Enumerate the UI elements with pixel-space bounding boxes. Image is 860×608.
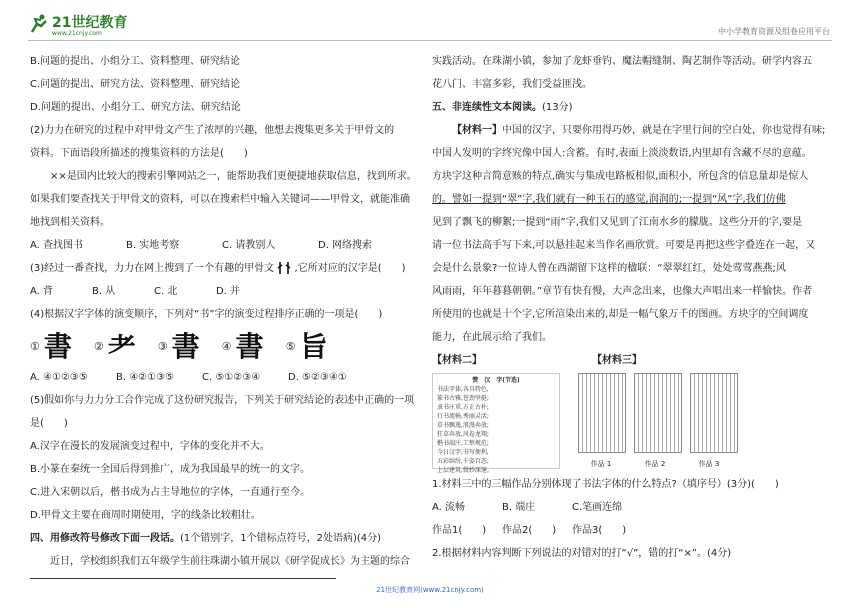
r-q1-option-a: A. 流畅 — [432, 502, 466, 513]
section-4-paragraph: 近日，学校组织我们五年级学生前往珠湖小镇开展以《研学促成长》为主题的综合 — [50, 556, 410, 567]
material-1-label: 【材料一】 — [452, 125, 502, 136]
materials-figures — [432, 373, 824, 473]
q3-option-b: B. 从 — [92, 286, 116, 297]
material-3-works — [578, 373, 746, 473]
q5-option-c: C.进入宋朝以后，楷书成为占主导地位的字体，一直通行至今。 — [30, 487, 311, 498]
section-5-score: (13分) — [542, 102, 573, 113]
q3-text-after: ,它所对应的汉字是( ) — [294, 263, 406, 274]
q3-option-d: D. 并 — [216, 286, 241, 297]
shu-glyph-4: 書 — [235, 329, 264, 363]
shu-glyph-2: 耂 — [107, 329, 136, 363]
material-1-line6: 请一位书法高手写下来,可以悬挂起来当作名画欣赏。可要是再把这些字叠连在一起，又 — [432, 240, 816, 251]
shu-num-4: ④ — [221, 339, 232, 353]
calligraphy-work-1-image — [578, 373, 626, 453]
logo-sub: www.21cnjy.com — [52, 30, 102, 37]
q3-option-a: A. 背 — [30, 286, 54, 297]
answer-work-3: 作品3( ) — [572, 525, 627, 536]
poem-title: 赞 汉 字(节选) — [472, 377, 520, 384]
q4-option-a: A. ④①②③⑤ — [30, 372, 88, 383]
question-1: 1.材料三中的三幅作品分别体现了书法字体的什么特点?（填序号）(3分)( ) — [432, 479, 779, 490]
section-5-title: 五、非连续性文本阅读。 — [432, 102, 542, 113]
material-1-line4: 的。譬如一提到“翠”字,我们就有一种玉石的感觉,润润的;一提到“风”字,我们仿佛 — [432, 194, 786, 205]
material-labels — [432, 349, 824, 371]
poem-line: 狂草奔放,风卷龙翔; — [437, 431, 489, 438]
section-4-title: 四、用修改符号修改下面一段话。 — [30, 533, 180, 544]
question-5-line1: (5)假如你与力力分工合作完成了这份研究报告，下列关于研究结论的表述中正确的一项 — [30, 395, 415, 406]
material-1-text1: 中国的汉字，只要你用得巧妙，就是在字里行间的空白处，你也觉得有味; — [502, 125, 826, 136]
q2-option-d: D. 网络搜索 — [318, 240, 373, 251]
question-4: (4)根据汉字字体的演变顺序，下列对“书”字的演变过程排序正确的一项是( ) — [30, 309, 383, 320]
poem-line: 书法字体,各具特色, — [437, 386, 489, 393]
footer-text: 21世纪教育网(www.21cnjy.com) — [376, 586, 484, 594]
q4-option-c: C. ⑤①②③④ — [202, 372, 261, 383]
answer-work-2: 作品2( ) — [502, 525, 557, 536]
runner-icon — [28, 14, 50, 34]
shu-evolution-row — [30, 326, 414, 366]
question-1-answers — [432, 519, 824, 542]
r-q1-option-b: B. 端庄 — [502, 502, 536, 513]
poem-line: 篆书古雅,苍劲坚挺; — [437, 395, 489, 402]
footer-divider — [30, 578, 336, 579]
work-caption-2: 作品 2 — [644, 460, 666, 468]
material-2-poem — [432, 373, 560, 474]
material-2-label: 【材料二】 — [432, 355, 482, 366]
q3-option-c: C. 北 — [154, 286, 178, 297]
shu-num-2: ② — [93, 339, 104, 353]
shu-glyph-5: 旨 — [299, 329, 328, 363]
poem-line: 行书流畅,秀丽灵活; — [437, 413, 489, 420]
logo-main: 21世纪教育 — [52, 15, 128, 31]
work-caption-1: 作品 1 — [590, 460, 612, 468]
option-c-line: C.问题的提出、研究方法、资料整理、研究结论 — [30, 79, 241, 90]
material-3-label: 【材料三】 — [592, 355, 642, 366]
option-d-line: D.问题的提出、小组分工、研究方法、研究结论 — [30, 102, 241, 113]
shu-item-2 — [93, 329, 136, 363]
left-column — [30, 50, 417, 573]
q2-option-b: B. 实地考察 — [126, 240, 180, 251]
oracle-bone-glyph-icon — [277, 261, 291, 275]
question-1-options — [432, 496, 824, 519]
works-row — [578, 373, 746, 453]
question-2-line1: (2)力力在研究的过程中对甲骨文产生了浓厚的兴趣，他想去搜集更多关于甲骨文的 — [30, 125, 395, 136]
question-3-options — [30, 280, 414, 303]
material-1-line8: 风雨雨，年年暮暮朝朝。”章节有快有慢，大声念出来，也像大声唱出来一样愉快。作者 — [432, 286, 813, 297]
poem-line: 上层建筑,微妙深邃。 — [437, 467, 493, 474]
passage-line2: 如果我们要查找关于甲骨文的资料，可以在搜索栏中输入关键词——甲骨文，就能准确 — [30, 194, 410, 205]
poem-line: 楷书端庄,工整规范; — [437, 440, 489, 447]
material-1-line1 — [432, 119, 824, 142]
material-1-line9: 所使用的也就是十个字,它所渲染出来的,却是一幅气象万千的图画。方块字的空间调度 — [432, 309, 809, 320]
header-divider — [28, 40, 832, 41]
poem-line: 今日汉字,书写便利, — [437, 449, 489, 456]
r-q1-option-c: C.笔画连绵 — [572, 502, 623, 513]
right-column — [432, 50, 824, 565]
q3-text-before: (3)经过一番查找，力力在网上搜到了一个有趣的甲骨文 — [30, 263, 275, 274]
material-1-line10: 能力，在此展示给了我们。 — [432, 332, 552, 343]
option-b-line: B.问题的提出、小组分工、资料整理、研究结论 — [30, 56, 241, 67]
shu-item-4 — [221, 329, 264, 363]
section-4-heading — [30, 527, 414, 550]
material-1-line2: 中国人发明的字终究像中国人:含蓄。有时,表面上淡淡数语,内里却有含藏不尽的意蕴。 — [432, 148, 812, 159]
question-2-options — [30, 234, 414, 257]
work-caption-3: 作品 3 — [698, 460, 720, 468]
material-1-line3: 方块字这种言简意赅的特点,确实与集成电路板相似,面积小，所包含的信息量却是惊人 — [432, 171, 809, 182]
shu-glyph-1: 書 — [43, 329, 72, 363]
q5-option-a: A.汉字在漫长的发展演变过程中，字体的变化并不大。 — [30, 441, 270, 452]
calligraphy-work-3-image — [690, 373, 738, 453]
shu-num-5: ⑤ — [285, 339, 296, 353]
shu-num-1: ① — [30, 339, 40, 353]
poem-line: 草书飘逸,浪漫奔放; — [437, 422, 489, 429]
section-5-heading — [432, 96, 824, 119]
question-5-line2: 是( ) — [30, 418, 68, 429]
passage-line1: ××是国内比较大的搜索引擎网站之一，能帮助我们更便捷地获取信息，找到所求。 — [50, 171, 417, 182]
answer-work-1: 作品1( ) — [432, 525, 487, 536]
q4-option-d: D. ⑤②③④① — [288, 372, 347, 383]
question-3 — [30, 257, 414, 280]
material-1-line7: 会是什么景象?一位诗人曾在西湖留下这样的楹联：“翠翠红红，处处莺莺燕燕;风 — [432, 263, 786, 274]
shu-item-5 — [285, 329, 328, 363]
q4-option-b: B. ④②①③⑤ — [116, 372, 175, 383]
material-1-line5: 见到了飘飞的柳絮;一提到“雨”字,我们又见到了江南水乡的朦胧。这些分开的字,要是 — [432, 217, 803, 228]
passage-line3: 地找到相关资料。 — [30, 217, 110, 228]
q5-option-b: B.小篆在秦统一全国后得到推广，成为我国最早的统一的文字。 — [30, 464, 311, 475]
question-2-right: 2.根据材料内容判断下列说法的对错对的打“√”，错的打“×”。(4分) — [432, 548, 732, 559]
question-2-line2: 资料。下面语段所描述的搜集资料的方法是( ) — [30, 148, 248, 159]
shu-num-3: ③ — [157, 339, 168, 353]
shu-item-3 — [157, 329, 200, 363]
poem-line: 五彩缤纷,千姿百态; — [437, 458, 489, 465]
poem-line: 隶书庄重,方正古朴; — [437, 404, 489, 411]
shu-item-1 — [30, 329, 72, 363]
q5-option-d: D.甲骨文主要在商周时期使用，字的线条比较粗壮。 — [30, 510, 261, 521]
q2-option-c: C. 请教别人 — [222, 240, 276, 251]
question-4-options — [30, 366, 414, 389]
calligraphy-work-2-image — [634, 373, 682, 453]
section-4-note: (1个错别字，1个错标点符号，2处语病)(4分) — [180, 533, 382, 544]
practice-line2: 花八门、丰富多彩，我们受益匪浅。 — [432, 79, 592, 90]
practice-line1: 实践活动。在珠湖小镇，参加了龙虾垂钓、魔法帽缝制、陶艺制作等活动。研学内容五 — [432, 56, 812, 67]
header-right-text: 中小学教育资源及组卷应用平台 — [718, 27, 830, 36]
q2-option-a: A. 查找图书 — [30, 240, 84, 251]
shu-glyph-3: 書 — [171, 329, 200, 363]
